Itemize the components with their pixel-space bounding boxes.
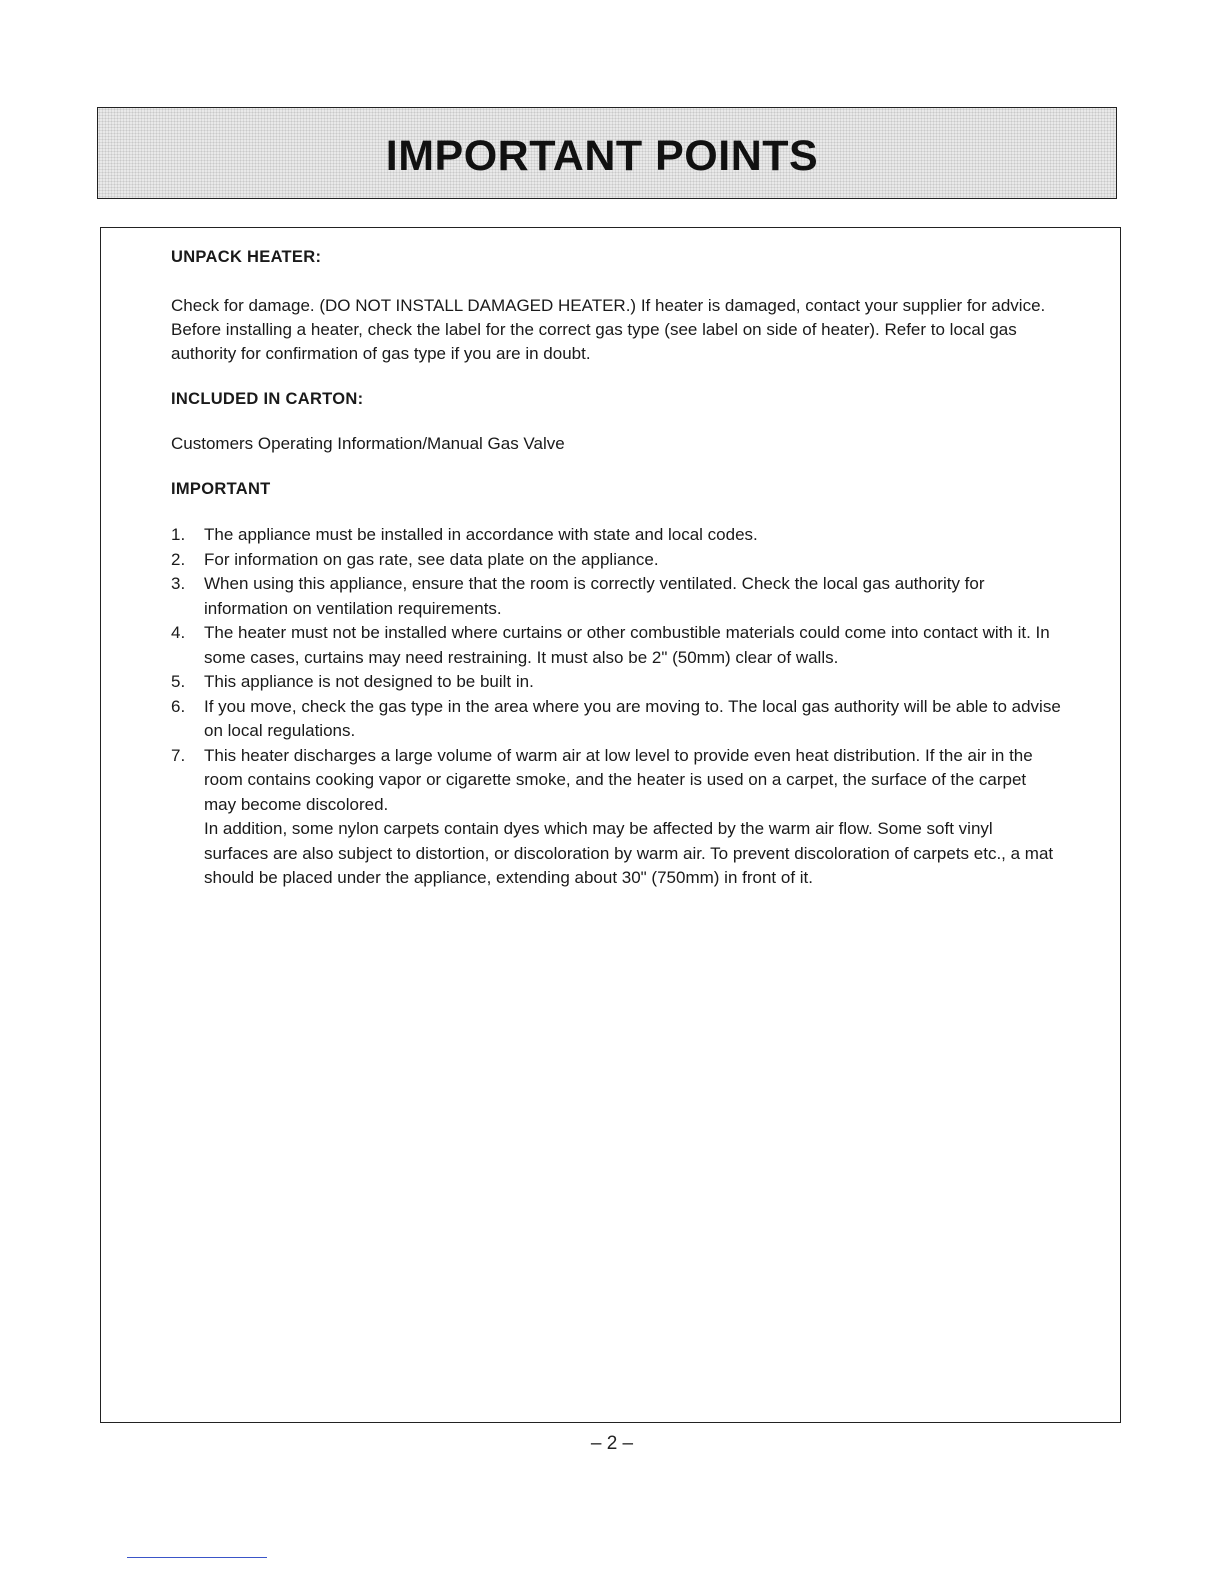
list-item — [171, 523, 1061, 548]
list-item-text: The heater must not be installed where curtains or other combustible materials could come into contact with it. In some cases, curtains may need restraining. It must also be 2" (50mm) clear of walls. — [204, 623, 1050, 667]
list-item-number: 7. — [171, 745, 186, 765]
list-item-number: 6. — [171, 696, 186, 716]
list-item-number: 3. — [171, 574, 186, 593]
list-item-number: 2. — [171, 549, 186, 569]
list-item — [171, 695, 1061, 744]
list-item-text: For information on gas rate, see data plate on the appliance. — [204, 549, 659, 569]
page-title: IMPORTANT POINTS — [385, 131, 819, 180]
list-item — [171, 670, 1061, 695]
title-banner — [97, 107, 1117, 199]
list-item — [171, 548, 1061, 573]
unpack-heading: UNPACK HEATER: — [171, 248, 322, 266]
important-heading: IMPORTANT — [171, 480, 271, 498]
list-item — [171, 621, 1061, 670]
important-list — [171, 523, 1061, 891]
list-item-text: This appliance is not designed to be built in. — [204, 672, 534, 691]
list-item-number: 5. — [171, 672, 186, 691]
list-item-number: 4. — [171, 623, 186, 642]
list-item-text: If you move, check the gas type in the area where you are moving to. The local gas authority will be able to advise on local regulations. — [204, 696, 1061, 740]
list-item-text: This heater discharges a large volume of warm air at low level to provide even heat distribution. If the air in the room contains cooking vapor or cigarette smoke, and the heater is used on a carpet, the surface of the carpet may become discolored. — [204, 745, 1033, 814]
carton-heading: INCLUDED IN CARTON: — [171, 390, 364, 408]
page-number: – 2 – — [590, 1433, 634, 1454]
list-item-text: When using this appliance, ensure that the room is correctly ventilated. Check the local gas authority for information on ventilation requirements. — [204, 574, 985, 618]
content-body — [171, 248, 1061, 891]
list-item — [171, 572, 1061, 621]
list-item-continuation: In addition, some nylon carpets contain dyes which may be affected by the warm air flow. Some soft vinyl surfaces are also subject to distortion, or discoloration by warm air. To prevent discoloration of carpets etc., a mat should be placed under the appliance, extending about 30" (750mm) in front of it. — [204, 819, 1054, 887]
list-item-text: The appliance must be installed in accordance with state and local codes. — [204, 525, 758, 544]
bottom-rule — [127, 1557, 267, 1558]
carton-text: Customers Operating Information/Manual Gas Valve — [171, 434, 565, 453]
list-item-number: 1. — [171, 525, 186, 544]
unpack-text: Check for damage. (DO NOT INSTALL DAMAGED HEATER.) If heater is damaged, contact your supplier for advice. Before installing a heater, check the label for the correct gas type (see label on side of heater). Refer to local gas authority for confirmation of gas type if you are in doubt. — [171, 296, 1046, 363]
content-box — [100, 227, 1121, 1423]
list-item — [171, 744, 1061, 891]
